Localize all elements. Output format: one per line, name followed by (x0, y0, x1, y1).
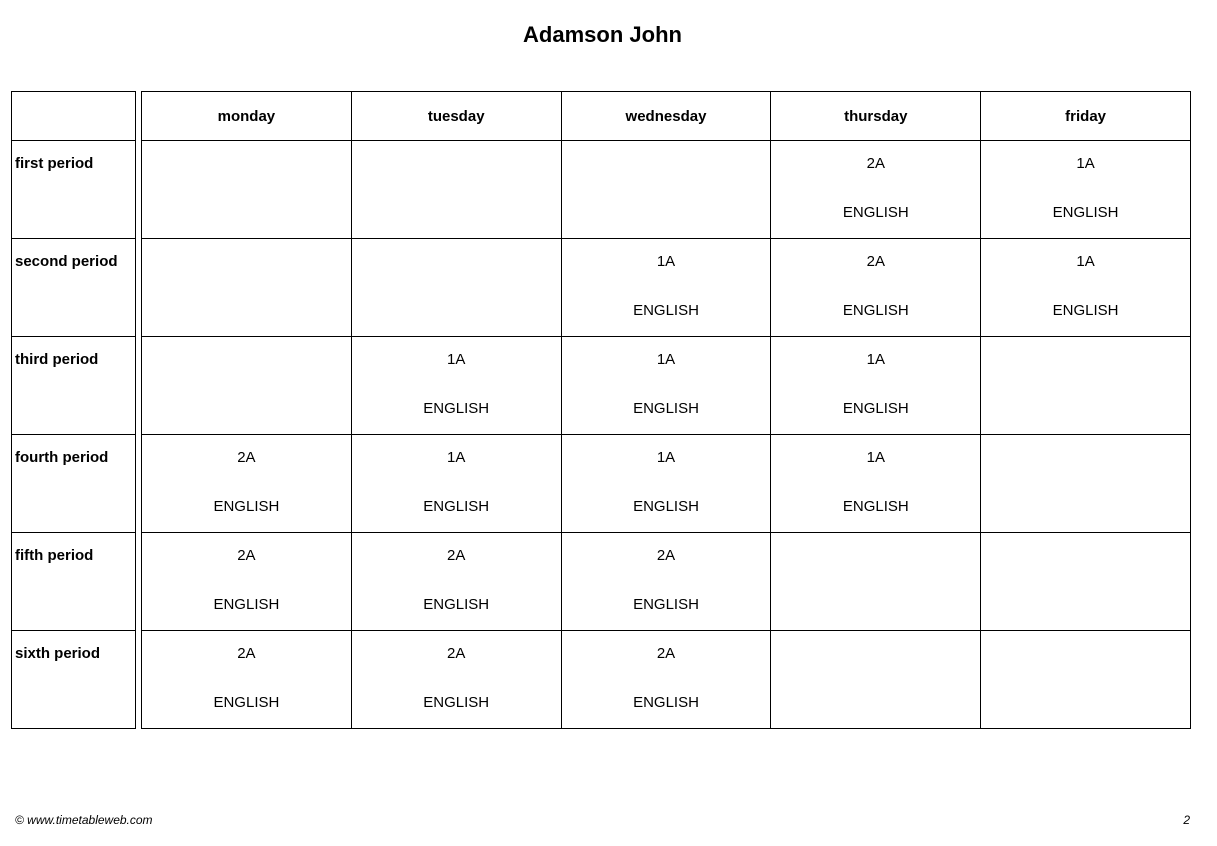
subject-name: ENGLISH (633, 302, 699, 319)
lesson-cell (142, 435, 352, 533)
subject-name: ENGLISH (633, 694, 699, 711)
class-code: 2A (866, 253, 885, 270)
lesson-cell (771, 141, 981, 239)
subject-name: ENGLISH (842, 400, 909, 417)
subject-name: ENGLISH (842, 302, 909, 319)
lesson-cell (351, 337, 561, 435)
lesson-cell (771, 337, 981, 435)
class-code: 2A (447, 645, 466, 662)
period-label: fifth period (12, 533, 136, 631)
subject-name: ENGLISH (213, 596, 280, 613)
subject-name: ENGLISH (1052, 302, 1119, 319)
timetable-row (142, 533, 1191, 631)
page-number: 2 (1183, 813, 1190, 827)
subject-name: ENGLISH (1052, 204, 1119, 221)
period-label: third period (12, 337, 136, 435)
lesson-cell (561, 533, 771, 631)
subject-name: ENGLISH (423, 694, 490, 711)
timetable-row (142, 239, 1191, 337)
lesson-cell (351, 435, 561, 533)
subject-name: ENGLISH (423, 498, 490, 515)
period-label: second period (12, 239, 136, 337)
class-code: 2A (656, 547, 676, 564)
subject-name: ENGLISH (423, 596, 490, 613)
lesson-cell (561, 239, 771, 337)
subject-name: ENGLISH (213, 498, 280, 515)
page-title: Adamson John (523, 22, 682, 47)
timetable-row (142, 337, 1191, 435)
lesson-cell (771, 533, 981, 631)
period-label: fourth period (12, 435, 136, 533)
lesson-cell (771, 631, 981, 729)
class-code: 1A (656, 449, 676, 466)
day-header-friday: friday (981, 92, 1191, 141)
timetable-grid (141, 91, 1191, 729)
period-label: sixth period (12, 631, 136, 729)
lesson-cell (142, 141, 352, 239)
lesson-cell (981, 533, 1191, 631)
class-code: 1A (1076, 155, 1095, 172)
lesson-cell (142, 239, 352, 337)
subject-name: ENGLISH (842, 204, 909, 221)
timetable-row (142, 435, 1191, 533)
class-code: 2A (237, 547, 256, 564)
subject-name: ENGLISH (213, 694, 280, 711)
period-label-column (11, 91, 136, 729)
subject-name: ENGLISH (842, 498, 909, 515)
day-header-thursday: thursday (771, 92, 981, 141)
lesson-cell (351, 631, 561, 729)
lesson-cell (142, 337, 352, 435)
lesson-cell (981, 239, 1191, 337)
lesson-cell (771, 435, 981, 533)
lesson-cell (561, 141, 771, 239)
class-code: 2A (866, 155, 885, 172)
lesson-cell (142, 631, 352, 729)
lesson-cell (771, 239, 981, 337)
lesson-cell (981, 631, 1191, 729)
lesson-cell (561, 337, 771, 435)
copyright-text: © www.timetableweb.com (15, 813, 153, 827)
subject-name: ENGLISH (423, 400, 490, 417)
class-code: 2A (656, 645, 676, 662)
period-label: first period (12, 141, 136, 239)
lesson-cell (561, 435, 771, 533)
class-code: 1A (1076, 253, 1095, 270)
corner-cell (12, 92, 136, 141)
lesson-cell (351, 239, 561, 337)
class-code: 1A (866, 449, 885, 466)
day-header-tuesday: tuesday (351, 92, 561, 141)
day-header-monday: monday (142, 92, 352, 141)
day-header-wednesday: wednesday (561, 92, 771, 141)
lesson-cell (981, 337, 1191, 435)
class-code: 1A (447, 449, 466, 466)
subject-name: ENGLISH (633, 400, 699, 417)
subject-name: ENGLISH (633, 596, 699, 613)
lesson-cell (561, 631, 771, 729)
lesson-cell (351, 533, 561, 631)
timetable-row (142, 141, 1191, 239)
class-code: 1A (656, 253, 676, 270)
class-code: 1A (866, 351, 885, 368)
lesson-cell (981, 141, 1191, 239)
class-code: 1A (656, 351, 676, 368)
lesson-cell (981, 435, 1191, 533)
class-code: 2A (237, 645, 256, 662)
timetable-row (142, 631, 1191, 729)
class-code: 2A (237, 449, 256, 466)
class-code: 1A (447, 351, 466, 368)
subject-name: ENGLISH (633, 498, 699, 515)
class-code: 2A (447, 547, 466, 564)
lesson-cell (351, 141, 561, 239)
lesson-cell (142, 533, 352, 631)
